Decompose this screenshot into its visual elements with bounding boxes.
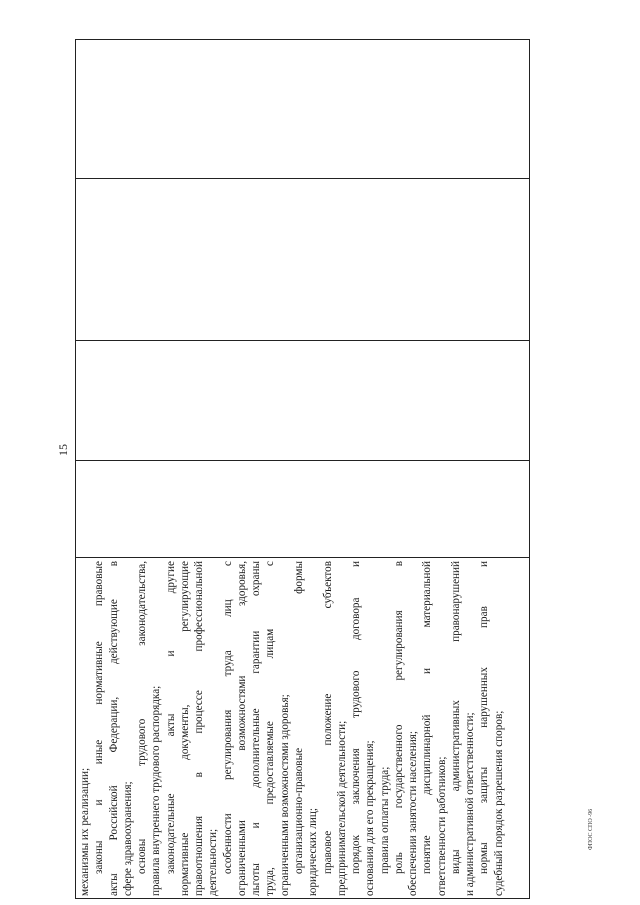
text-line: механизмы их реализации; [79, 767, 91, 896]
footer-code: ФПОС СПО -96 [588, 808, 594, 850]
text-line: льготы и дополнительные гарантии охраны [250, 561, 263, 896]
text-line: акты Российской Федерации, действующие в [107, 561, 120, 896]
text-line: понятие дисциплинарной и материальной [421, 561, 434, 874]
column-divider [76, 557, 529, 558]
table-cell-knowledge [78, 561, 529, 896]
text-line: ограниченными возможностями здоровья; [278, 694, 291, 896]
text-line: основы трудового законодательства, [136, 561, 149, 874]
page-number: 15 [56, 444, 70, 456]
rotated-content [75, 39, 530, 899]
text-line: правоотношения в процессе профессиональной [193, 561, 206, 896]
competency-table [75, 39, 530, 899]
column-divider [76, 178, 529, 179]
text-line: роль государственного регулирования в [392, 561, 405, 874]
text-line: и административной ответственности; [464, 712, 477, 896]
text-line: виды административных правонарушений [449, 561, 462, 874]
text-line: труда, предоставляемые лицам с [264, 561, 277, 896]
text-line: нормативные документы, регулирующие [178, 561, 191, 896]
text-line: ограниченными возможностями здоровья, [235, 561, 248, 896]
text-line: правовое положение субъектов [321, 561, 334, 874]
text-line: деятельности; [207, 828, 220, 896]
text-line: законодательные акты и другие [164, 561, 177, 874]
text-line: сфере здравоохранения; [121, 781, 134, 896]
text-line: судебный порядок разрешения споров; [492, 710, 505, 896]
text-line: особенности регулирования труда лиц с [221, 561, 234, 874]
text-line: законы и иные нормативные правовые [93, 561, 106, 874]
text-line: правила внутреннего трудового распорядка; [150, 685, 163, 896]
text-line: нормы защиты нарушенных прав и [478, 561, 491, 874]
column-divider [76, 460, 529, 461]
column-divider [76, 340, 529, 341]
text-line: предпринимательской деятельности; [335, 720, 348, 896]
text-line: ответственности работников; [435, 756, 448, 896]
text-line: порядок заключения трудового договора и [350, 561, 363, 874]
text-line: основания для его прекращения; [364, 740, 377, 896]
text-line: организационно-правовые формы [292, 561, 305, 874]
text-line: юридических лиц; [307, 808, 320, 896]
text-line: обеспечении занятости населения; [407, 731, 420, 896]
text-line: правила оплаты труда; [378, 766, 391, 874]
